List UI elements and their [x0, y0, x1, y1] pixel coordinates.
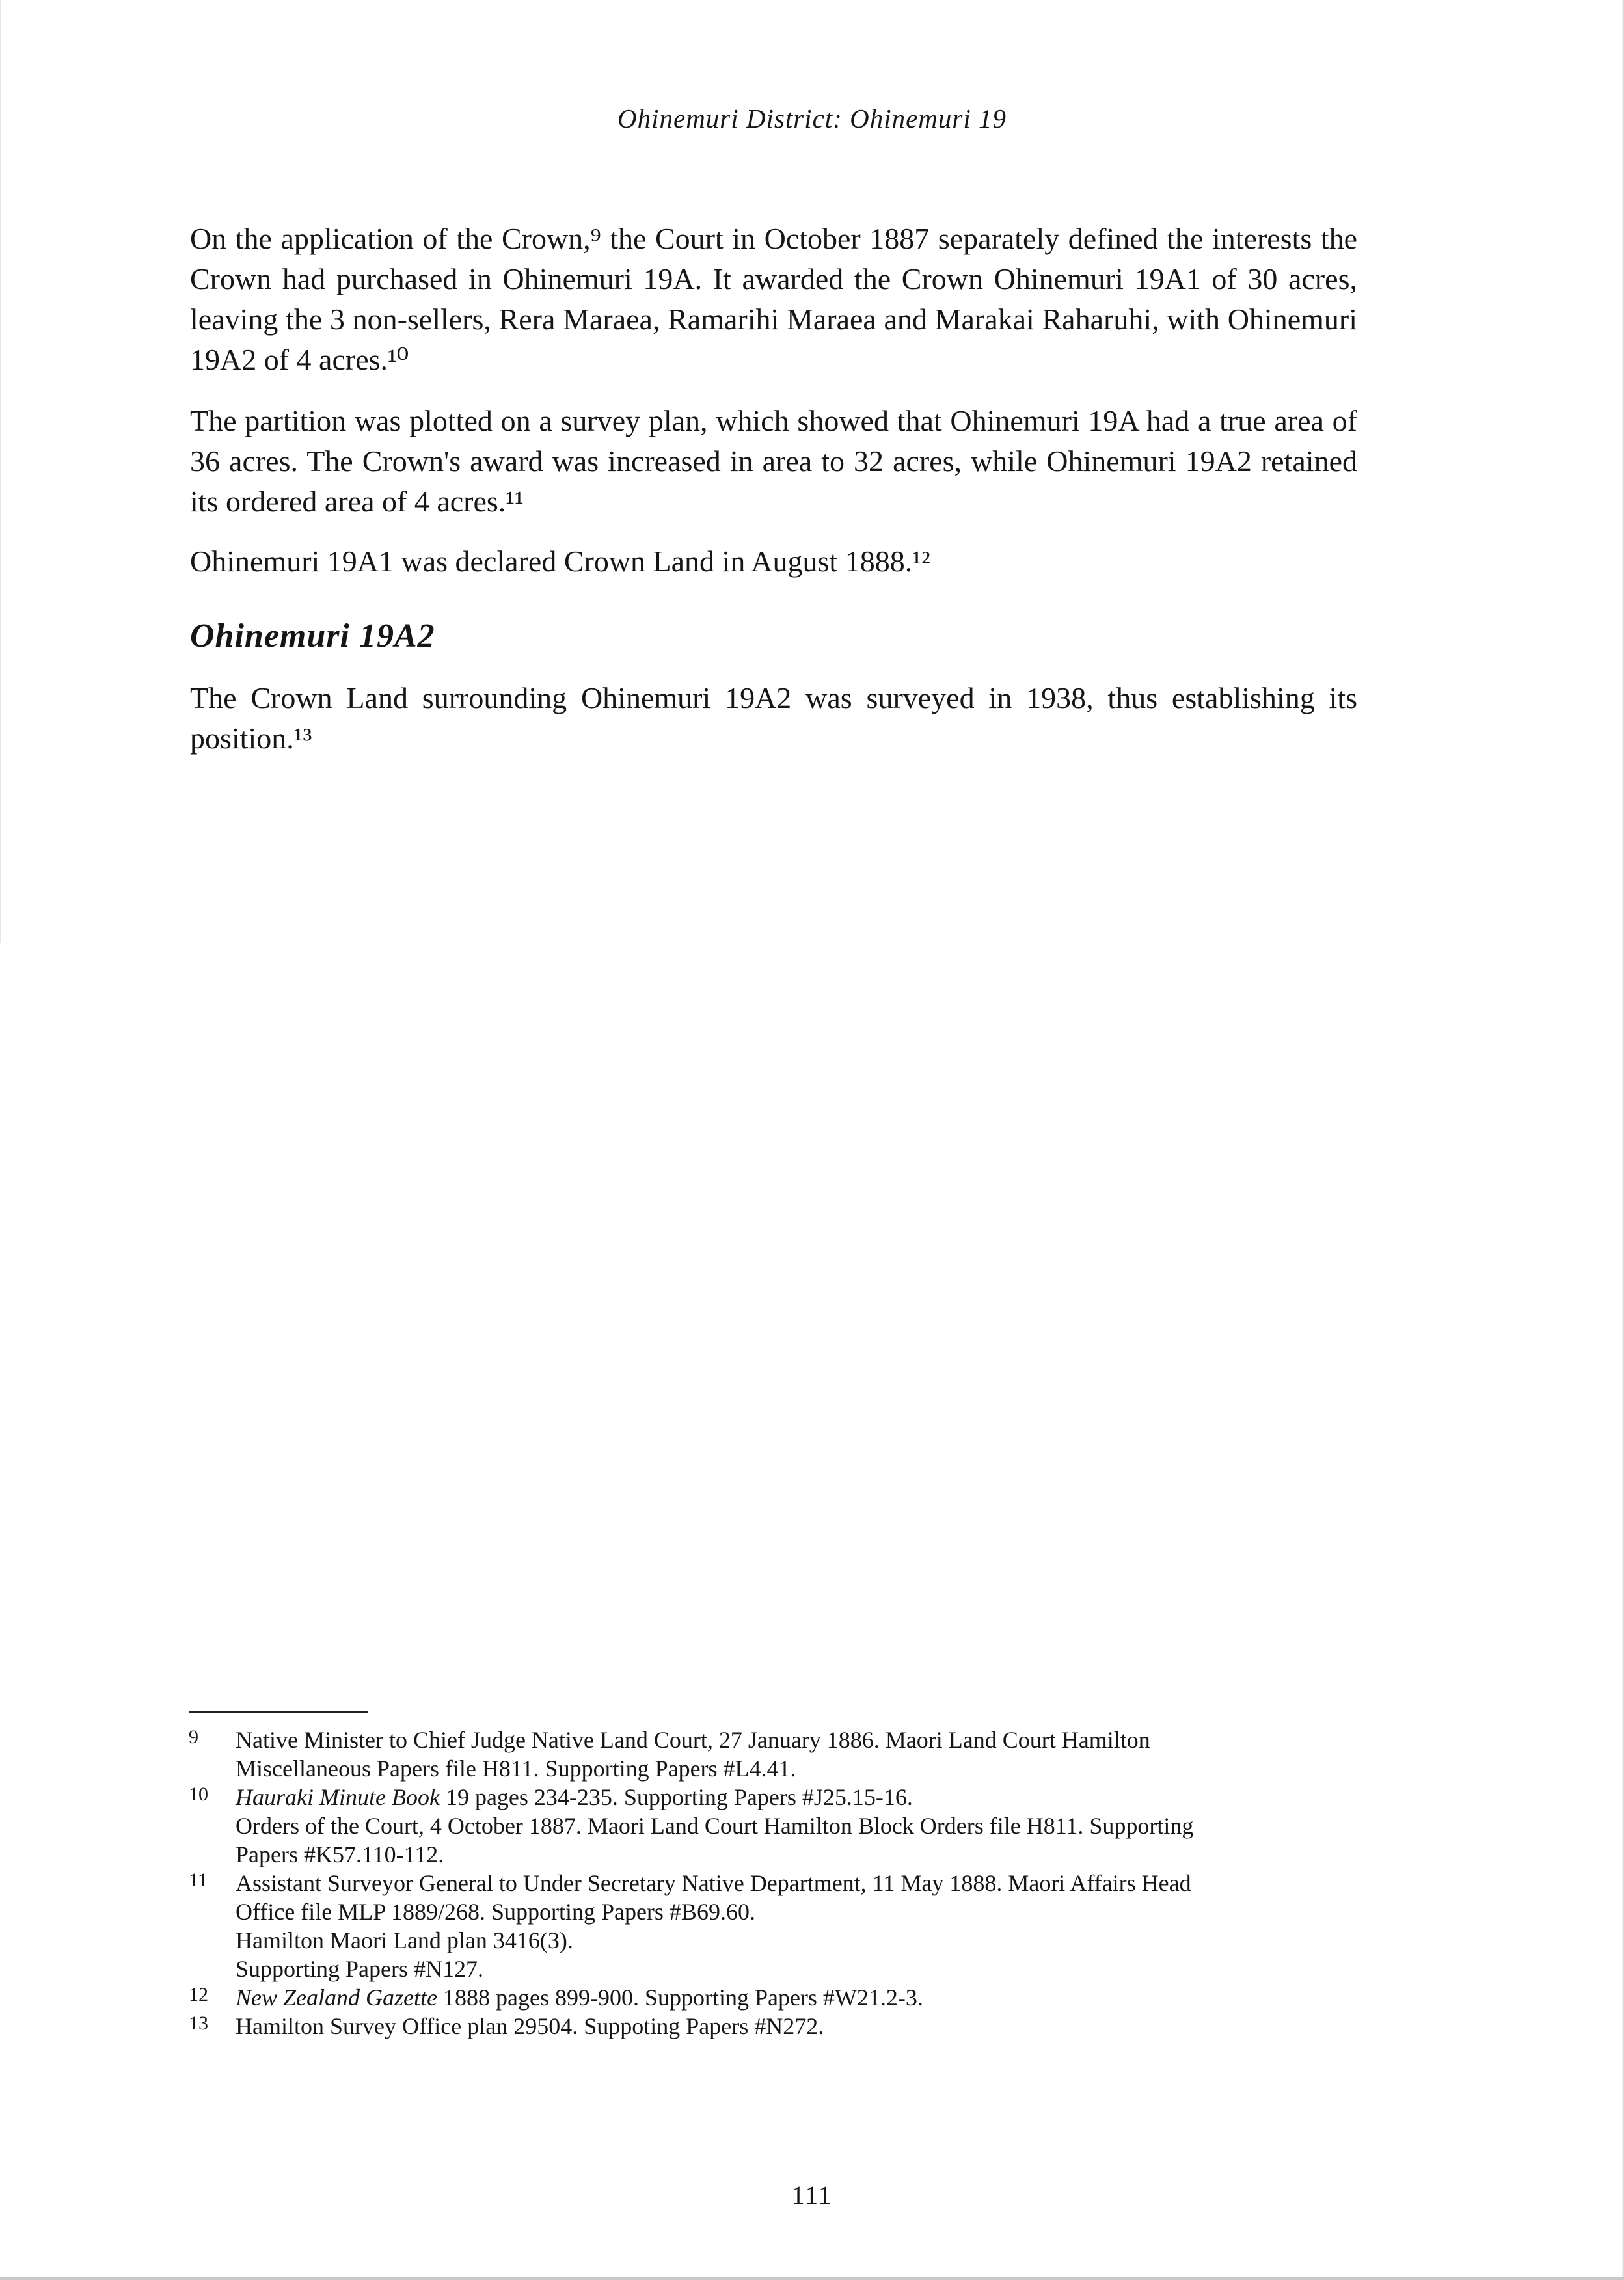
- page-number: 111: [791, 2180, 833, 2210]
- footnote-divider: [189, 1711, 368, 1713]
- paragraph-survey-1938: The Crown Land surrounding Ohinemuri 19A2 was surveyed in 1938, thus establishing its position.¹³: [190, 681, 1357, 755]
- footnote-text: [236, 1869, 1360, 1983]
- running-head: Ohinemuri District: Ohinemuri 19: [617, 103, 1007, 133]
- footnote-text: [236, 1983, 1360, 2012]
- paragraph-partition-survey: The partition was plotted on a survey plan, which showed that Ohinemuri 19A had a true area of 36 acres. The Crown's award was increased in area to 32 acres, while Ohinemuri 19A2 retained its ordered area of 4 acres.¹¹: [190, 404, 1357, 518]
- footnote-12: [189, 1983, 1360, 2012]
- paragraph-crown-land-declaration: Ohinemuri 19A1 was declared Crown Land in August 1888.¹²: [190, 545, 930, 578]
- footnote-number: 9: [189, 1726, 198, 1748]
- footnote-text: [236, 2012, 1360, 2041]
- page-edge-bottom: [0, 2277, 1624, 2280]
- footnote-text: [236, 1783, 1360, 1869]
- footnote-line: Orders of the Court, 4 October 1887. Maori Land Court Hamilton Block Orders file H811. Supporting: [236, 1813, 1194, 1839]
- footnote-line: [236, 1983, 1360, 2012]
- footnote-line-rest: 19 pages 234-235. Supporting Papers #J25.15-16.: [439, 1784, 913, 1810]
- footnote-line: Assistant Surveyor General to Under Secretary Native Department, 11 May 1888. Maori Affairs Head: [236, 1870, 1191, 1896]
- footnote-text: [236, 1726, 1360, 1783]
- footnote-number: 11: [189, 1869, 208, 1891]
- publication-title: New Zealand Gazette: [236, 1985, 437, 2011]
- footnote-line: [236, 1783, 1360, 1812]
- footnote-11: [189, 1869, 1360, 1983]
- footnote-line: Office file MLP 1889/268. Supporting Papers #B69.60.: [236, 1899, 755, 1925]
- footnote-line: Native Minister to Chief Judge Native Land Court, 27 January 1886. Maori Land Court Hamilton: [236, 1727, 1150, 1753]
- footnote-10: [189, 1783, 1360, 1869]
- footnote-line-rest: 1888 pages 899-900. Supporting Papers #W21.2-3.: [437, 1985, 923, 2011]
- footnote-line: Hamilton Survey Office plan 29504. Suppoting Papers #N272.: [236, 2013, 824, 2039]
- publication-title: Hauraki Minute Book: [236, 1784, 440, 1810]
- footnote-line: Papers #K57.110-112.: [236, 1841, 444, 1867]
- footnote-line: Supporting Papers #N127.: [236, 1956, 483, 1982]
- footnote-line: Miscellaneous Papers file H811. Supporting Papers #L4.41.: [236, 1756, 796, 1782]
- section-heading: Ohinemuri 19A2: [190, 618, 435, 655]
- footnote-13: [189, 2012, 1360, 2041]
- footnote-number: 10: [189, 1784, 208, 1805]
- paragraph-crown-application: On the application of the Crown,⁹ the Court in October 1887 separately defined the interests the Crown had purchased in Ohinemuri 19A. It awarded the Crown Ohinemuri 19A1 of 30 acres, leaving the 3 non-sellers, Rera Maraea, Ramarihi Maraea and Marakai Raharuhi, with Ohinemuri 19A2 of 4 acres.¹⁰: [190, 222, 1357, 376]
- footnote-9: [189, 1726, 1360, 1783]
- footnote-number: 13: [189, 2013, 208, 2034]
- footnotes-list: [189, 1726, 1360, 2041]
- footnote-line: Hamilton Maori Land plan 3416(3).: [236, 1927, 573, 1953]
- page-edge-left: [0, 0, 1, 943]
- footnote-number: 12: [189, 1984, 208, 2005]
